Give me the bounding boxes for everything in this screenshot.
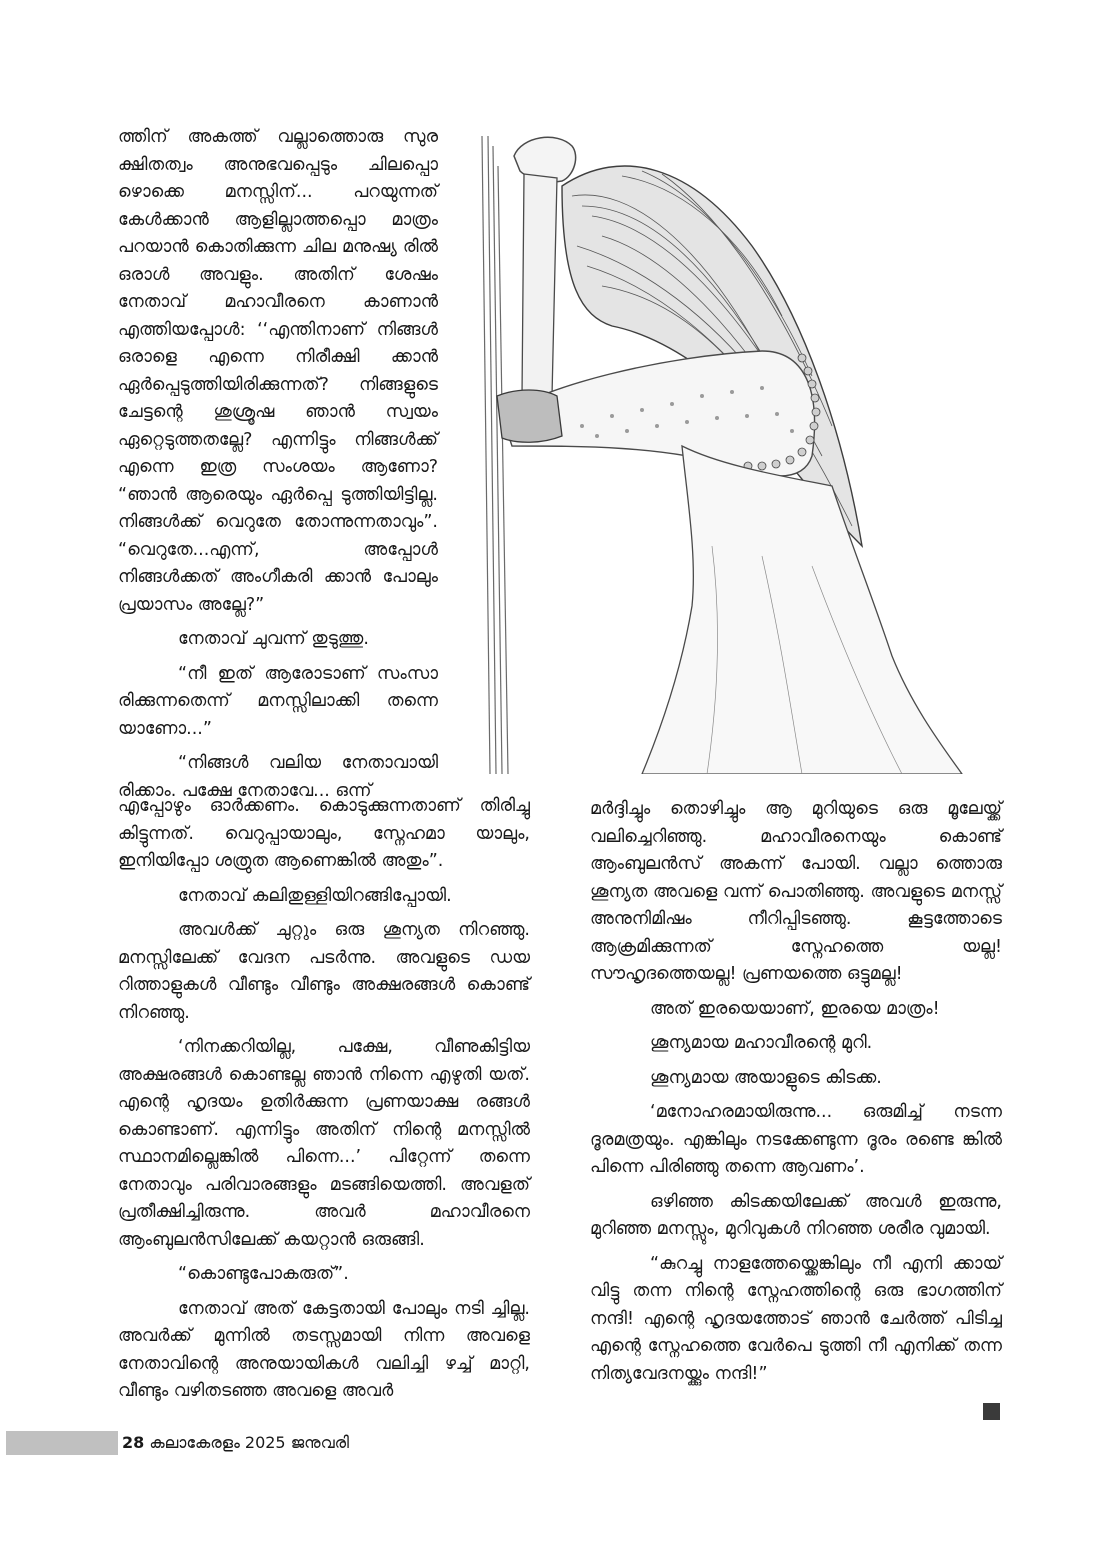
forearm [522, 174, 557, 396]
wall-edge [482, 136, 508, 774]
paragraph: ത്തിന് അകത്ത് വല്ലാത്തൊരു സുര ക്ഷിതത്വം അനുഭവപ്പെടും ചിലപ്പൊ ഴൊക്കെ മനസ്സിന്... പറയുന്നത് കേൾക്കാൻ ആളില്ലാത്തപ്പൊ മാത്രം പറയാൻ കൊതിക്കുന്ന ചില മനുഷ്യ രിൽ ഒരാൾ അവളും. അതിന് ശേഷം നേതാവ് മഹാവീരനെ കാണാൻ എത്തിയപ്പോൾ: ‘‘എന്തിനാണ് നിങ്ങൾ ഒരാളെ എന്നെ നിരീക്ഷി ക്കാൻ ഏർപ്പെടുത്തിയിരിക്കുന്നത്? നിങ്ങളുടെ ചേട്ടന്റെ ശുശ്രൂഷ ഞാൻ സ്വയം ഏറ്റെടുത്തതല്ലേ? എന്നിട്ടും നിങ്ങൾക്ക് എന്നെ ഇത്ര സംശയം ആണോ? “ഞാൻ ആരെയും ഏർപ്പെ ടുത്തിയിട്ടില്ല. നിങ്ങൾക്ക് വെറുതേ തോന്നുന്നതാവും”. “വെറുതേ...എന്ന്, അപ്പോൾ നിങ്ങൾക്കത് അംഗീകരി ക്കാൻ പോലും പ്രയാസം അല്ലേ?” [118, 127, 438, 615]
paragraph: ഒഴിഞ്ഞ കിടക്കയിലേക്ക് അവൾ ഇരുന്നു, മുറിഞ്ഞ മനസ്സും, മുറിവുകൾ നിറഞ്ഞ ശരീര വുമായി. [590, 1191, 1002, 1239]
paragraph: “നീ ഇത് ആരോടാണ് സംസാ രിക്കുന്നതെന്ന് മനസ്സിലാക്കി തന്നെ യാണോ...” [118, 663, 438, 739]
paragraph: ശൂന്യമായ അയാളുടെ കിടക്ക. [650, 1067, 882, 1088]
paragraph: “കുറച്ചു നാളത്തേയ്ക്കെങ്കിലും നീ എനി ക്കായ് വിട്ടു തന്ന നിന്റെ സ്നേഹത്തിന്റെ ഒരു ഭാഗത്തിന് നന്ദി! എന്റെ ഹൃദയത്തോട് ഞാൻ ചേർത്ത് പിടിച്ച എന്റെ സ്നേഹത്തെ വേർപെ ടുത്തി നീ എനിക്ക് തന്ന നിത്യവേദനയ്ക്കും നന്ദി!” [590, 1253, 1002, 1384]
footer-bar [6, 1431, 118, 1455]
paragraph: അവൾക്ക് ചുറ്റും ഒരു ശൂന്യത നിറഞ്ഞു. മനസ്സിലേക്ക് വേദന പടർന്നു. അവളുടെ ഡയ റിത്താളുകൾ വീണ്ടും വീണ്ടും അക്ഷരങ്ങൾ കൊണ്ട് നിറഞ്ഞു. [118, 920, 530, 1023]
magazine-issue: കലാകേരളം 2025 ജനുവരി [149, 1433, 349, 1452]
left-column-bottom [118, 793, 530, 1406]
fist [514, 137, 576, 182]
page-footer [122, 1431, 349, 1455]
paragraph: എപ്പോഴും ഓർക്കണം. കൊടുക്കുന്നതാണ് തിരിച്ചു കിട്ടുന്നത്. വെറുപ്പായാലും, സ്നേഹമാ യാലും, ഇനിയിപ്പോ ശത്രുത ആണെങ്കിൽ അതും”. [118, 796, 530, 871]
paragraph: നേതാവ് കലിതുള്ളിയിറങ്ങിപ്പോയി. [178, 885, 452, 906]
paragraph: “കൊണ്ടുപോകരുത്”. [178, 1264, 349, 1284]
page-number: 28 [122, 1433, 145, 1452]
paragraph: “നിങ്ങൾ വലിയ നേതാവായി രിക്കാം. പക്ഷേ നേതാവേ... ഒന്ന് [118, 753, 438, 801]
paragraph: ശൂന്യമായ മഹാവീരന്റെ മുറി. [650, 1033, 873, 1053]
cuff [497, 390, 562, 442]
paragraph: മർദ്ദിച്ചും തൊഴിച്ചും ആ മുറിയുടെ ഒരു മൂലേയ്ക്ക് വലിച്ചെറിഞ്ഞു. മഹാവീരനെയും കൊണ്ട് ആംബുലൻസ് അകന്ന് പോയി. വല്ലാ ത്തൊരു ശൂന്യത അവളെ വന്ന് പൊതിഞ്ഞു. അവളുടെ മനസ്സ് അനുനിമിഷം നീറിപ്പിടഞ്ഞു. കൂട്ടത്തോടെ ആക്രമിക്കുന്നത് സ്നേഹത്തെ യല്ല! സൗഹൃദത്തെയല്ല! പ്രണയത്തെ ഒട്ടുമല്ല! [590, 799, 1002, 984]
right-column [590, 796, 1002, 1388]
paragraph: ‘മനോഹരമായിരുന്നു... ഒരുമിച്ച് നടന്ന ദൂരമത്രയും. എങ്കിലും നടക്കേണ്ടുന്ന ദൂരം രണ്ടെ ങ്കിൽ പിന്നെ പിരിഞ്ഞു തന്നെ ആവണം’. [590, 1102, 1002, 1177]
paragraph: നേതാവ് അത് കേട്ടതായി പോലും നടി ച്ചില്ല. അവർക്ക് മുന്നിൽ തടസ്സമായി നിന്ന അവളെ നേതാവിന്റെ അനുയായികൾ വലിച്ചി ഴച്ച് മാറ്റി, വീണ്ടും വഴിതടഞ്ഞ അവളെ അവർ [118, 1298, 530, 1401]
illustration-woman-sketch [462, 126, 1006, 774]
paragraph: നേതാവ് ചുവന്ന് തുടുത്തു. [178, 629, 369, 649]
paragraph: ‘നിനക്കറിയില്ല, പക്ഷേ, വീണുകിട്ടിയ അക്ഷരങ്ങൾ കൊണ്ടല്ല ഞാൻ നിന്നെ എഴുതി യത്. എന്റെ ഹൃദയം ഉതിർക്കുന്ന പ്രണയാക്ഷ രങ്ങൾ കൊണ്ടാണ്. എന്നിട്ടും അതിന് നിന്റെ മനസ്സിൽ സ്ഥാനമില്ലെങ്കിൽ പിന്നെ...’ പിറ്റേന്ന് തന്നെ നേതാവും പരിവാരങ്ങളും മടങ്ങിയെത്തി. അവളത് പ്രതീക്ഷിച്ചിരുന്നു. അവർ മഹാവീരനെ ആംബുലൻസിലേക്ക് കയറ്റാൻ ഒരുങ്ങി. [118, 1037, 530, 1250]
end-of-story-mark [983, 1403, 1000, 1420]
dress [642, 446, 962, 774]
left-column-top [118, 124, 438, 805]
paragraph: അത് ഇരയെയാണ്, ഇരയെ മാത്രം! [650, 998, 940, 1019]
